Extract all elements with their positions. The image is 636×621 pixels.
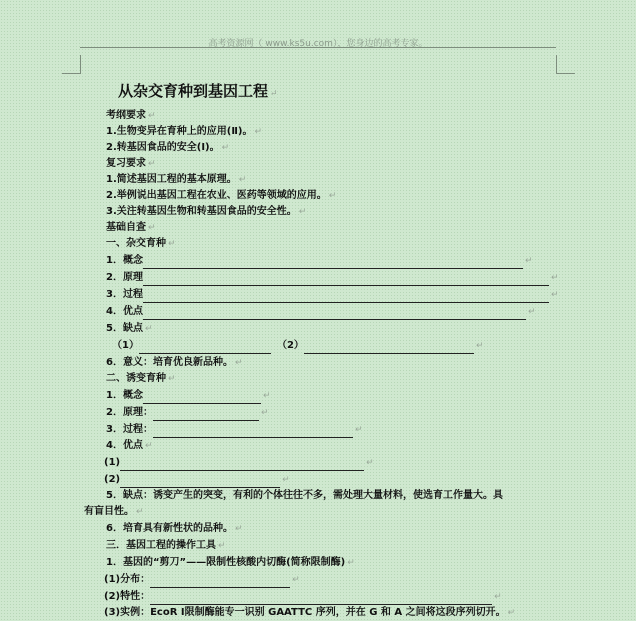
line-text: 有盲目性。	[84, 506, 134, 517]
paragraph-mark: ↵	[168, 239, 176, 249]
paragraph-mark: ↵	[328, 191, 337, 201]
doc-line	[106, 140, 229, 156]
paragraph-mark: ↵	[270, 89, 278, 99]
paragraph-mark: ↵	[234, 358, 243, 368]
doc-line	[106, 321, 153, 337]
paragraph-mark: ↵	[292, 575, 300, 585]
paragraph-mark: ↵	[347, 558, 355, 568]
paragraph-mark: ↵	[298, 207, 307, 217]
margin-corner-left	[62, 55, 81, 74]
line-text: 1.简述基因工程的基本原理。	[106, 174, 237, 185]
line-text: （1）	[112, 340, 139, 351]
answer-blank	[304, 342, 474, 354]
paragraph-mark: ↵	[218, 541, 226, 551]
paragraph-mark: ↵	[148, 223, 156, 233]
margin-corner-right	[556, 55, 575, 74]
answer-blank	[150, 593, 492, 605]
doc-line	[106, 124, 262, 140]
paragraph-mark: ↵	[524, 256, 533, 266]
doc-line	[104, 605, 515, 621]
line-text: 一、杂交育种	[106, 238, 166, 249]
paragraph-mark: ↵	[475, 341, 484, 351]
line-text: 1.生物变异在育种上的应用(Ⅱ)。	[106, 126, 253, 137]
paragraph-mark: ↵	[148, 111, 156, 121]
line-text: 考纲要求	[106, 110, 146, 121]
line-text: 6．培育具有新性状的品种。	[106, 523, 233, 534]
doc-line	[106, 172, 246, 188]
doc-line	[106, 304, 536, 320]
paragraph-mark: ↵	[527, 307, 536, 317]
paragraph-mark: ↵	[148, 159, 156, 169]
paragraph-mark: ↵	[550, 290, 559, 300]
line-text: 1．概念	[106, 255, 143, 266]
line-text: 三．基因工程的操作工具	[106, 540, 216, 551]
header-text: 高考资源网（ www.ks5u.com），您身边的高考专家。	[208, 39, 428, 49]
doc-line	[106, 521, 243, 537]
paragraph-mark: ↵	[221, 143, 230, 153]
line-text: 6．意义：培育优良新品种。	[106, 357, 233, 368]
doc-line	[106, 405, 269, 421]
line-text: 3.关注转基因生物和转基因食品的安全性。	[106, 206, 297, 217]
doc-line	[106, 488, 503, 504]
doc-line	[104, 455, 374, 471]
doc-line	[112, 338, 483, 354]
paragraph-mark: ↵	[136, 507, 144, 517]
line-text: 4．优点	[106, 440, 143, 451]
doc-line	[106, 438, 153, 454]
line-text: （2）	[276, 340, 304, 351]
paragraph-mark: ↵	[238, 175, 247, 185]
header-rule	[80, 47, 556, 48]
doc-line	[106, 253, 533, 269]
answer-blank	[153, 409, 259, 421]
paragraph-mark: ↵	[494, 592, 502, 602]
line-text: (3)实例：EcoR Ⅰ限制酶能专一识别 GAATTC 序列，并在 G 和 A 之间将这段序列切开。	[104, 607, 506, 618]
line-text: (1)	[104, 457, 121, 468]
paragraph-mark: ↵	[550, 273, 559, 283]
line-text: (2)特性：	[104, 591, 151, 602]
doc-line	[106, 287, 559, 303]
paragraph-mark: ↵	[168, 374, 176, 384]
answer-blank	[143, 274, 549, 286]
doc-line	[106, 188, 336, 204]
line-text: 1．概念	[106, 390, 143, 401]
answer-blank	[143, 308, 526, 320]
doc-line	[106, 270, 559, 286]
answer-blank	[150, 576, 290, 588]
answer-blank	[153, 426, 353, 438]
line-text: (1)分布：	[104, 574, 151, 585]
paragraph-mark: ↵	[366, 458, 374, 468]
line-text: (2)	[104, 474, 121, 485]
line-text: 4．优点	[106, 306, 143, 317]
paragraph-mark: ↵	[262, 391, 271, 401]
document-title	[118, 80, 278, 101]
line-text: 1．基因的“剪刀”——限制性核酸内切酶(简称限制酶)	[106, 557, 346, 568]
doc-line	[106, 236, 176, 252]
answer-blank	[143, 291, 549, 303]
paragraph-mark: ↵	[234, 524, 243, 534]
paragraph-mark: ↵	[254, 127, 263, 137]
paragraph-mark: ↵	[282, 475, 290, 485]
doc-line	[106, 422, 363, 438]
title-text: 从杂交育种到基因工程	[118, 82, 269, 100]
paragraph-mark: ↵	[144, 324, 153, 334]
line-text: 基础自查	[106, 222, 146, 233]
answer-blank	[139, 342, 271, 354]
line-text: 2．原理	[106, 272, 143, 283]
answer-blank	[143, 257, 523, 269]
paragraph-mark: ↵	[354, 425, 363, 435]
line-text: 二、诱变育种	[106, 373, 166, 384]
line-text: 3．过程：	[106, 424, 153, 435]
line-text: 2.举例说出基因工程在农业、医药等领域的应用。	[106, 190, 327, 201]
answer-blank	[143, 392, 261, 404]
doc-line	[106, 220, 156, 236]
doc-line	[106, 156, 156, 172]
doc-line	[104, 589, 502, 605]
doc-line	[106, 388, 271, 404]
line-text: 5．缺点：诱变产生的突变，有利的个体往往不多，需处理大量材料，使选育工作量大。具	[106, 490, 503, 501]
line-text: 5．缺点	[106, 323, 143, 334]
doc-line	[106, 555, 355, 571]
paragraph-mark: ↵	[260, 408, 269, 418]
doc-line	[104, 472, 290, 488]
doc-line	[104, 572, 300, 588]
answer-blank	[120, 459, 364, 471]
answer-blank	[120, 476, 280, 488]
paragraph-mark: ↵	[507, 608, 516, 618]
doc-line	[106, 538, 226, 554]
line-text: 2.转基因食品的安全(Ⅰ)。	[106, 142, 220, 153]
doc-line	[106, 371, 176, 387]
line-text: 2．原理：	[106, 407, 153, 418]
doc-line	[106, 355, 243, 371]
doc-line	[106, 204, 306, 220]
line-text: 3．过程	[106, 289, 143, 300]
paragraph-mark: ↵	[144, 441, 153, 451]
line-text: 复习要求	[106, 158, 146, 169]
doc-line	[84, 504, 144, 520]
doc-line	[106, 108, 156, 124]
